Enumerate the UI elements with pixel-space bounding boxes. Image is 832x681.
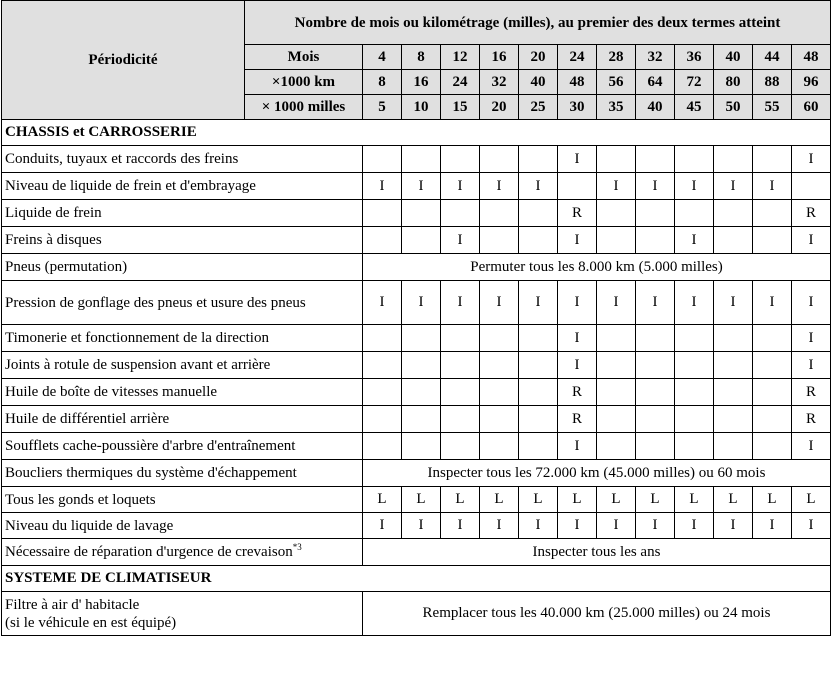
table-row [2,352,831,379]
interval-note: Inspecter tous les ans [363,539,831,566]
schedule-cell [714,433,753,460]
schedule-cell [753,379,792,406]
table-row [2,325,831,352]
miles-value: 45 [675,95,714,120]
schedule-cell: I [558,146,597,173]
schedule-cell [519,433,558,460]
row-label [2,352,363,379]
schedule-cell [519,227,558,254]
row-label-line2: (si le véhicule en est équipé) [5,614,177,631]
miles-value: 20 [480,95,519,120]
section-chassis-carrosserie: CHASSIS et CARROSSERIE [2,120,831,146]
schedule-cell: I [402,281,441,325]
schedule-cell: I [480,281,519,325]
schedule-cell [363,406,402,433]
schedule-cell [636,352,675,379]
km-value: 32 [480,70,519,95]
row-label [2,281,363,325]
schedule-cell: L [402,487,441,513]
interval-note: Remplacer tous les 40.000 km (25.000 milles) ou 24 mois [363,592,831,636]
schedule-cell [519,352,558,379]
schedule-cell [402,433,441,460]
table-row [2,254,831,281]
km-value: 40 [519,70,558,95]
mois-value: 8 [402,45,441,70]
row-label-text: Huile de boîte de vitesses manuelle [5,384,218,400]
row-label [2,460,363,487]
schedule-cell: I [558,325,597,352]
schedule-cell [714,200,753,227]
schedule-cell [441,352,480,379]
schedule-cell [480,406,519,433]
schedule-cell [402,325,441,352]
schedule-cell [675,433,714,460]
schedule-cell [558,173,597,200]
schedule-cell [792,173,831,200]
schedule-cell: I [441,513,480,539]
km-value: 80 [714,70,753,95]
schedule-cell [480,433,519,460]
schedule-cell: I [792,513,831,539]
row-label-text: Tous les gonds et loquets [5,491,156,508]
schedule-cell [675,352,714,379]
km-value: 96 [792,70,831,95]
row-label-text: Joints à rotule de suspension avant et arrière [5,357,271,373]
km-label: ×1000 km [245,70,363,95]
schedule-cell [519,200,558,227]
schedule-cell: I [558,513,597,539]
schedule-cell: L [597,487,636,513]
table-row [2,200,831,227]
miles-value: 15 [441,95,480,120]
schedule-cell: I [402,513,441,539]
mois-value: 32 [636,45,675,70]
schedule-cell [402,200,441,227]
miles-value: 25 [519,95,558,120]
table-row [2,460,831,487]
mois-value: 4 [363,45,402,70]
schedule-cell: I [558,433,597,460]
schedule-cell [636,433,675,460]
schedule-cell [363,352,402,379]
row-label [2,539,363,566]
schedule-cell: I [675,173,714,200]
schedule-cell [597,200,636,227]
table-row [2,146,831,173]
schedule-cell: R [558,379,597,406]
schedule-cell [363,325,402,352]
interval-note: Permuter tous les 8.000 km (5.000 milles) [363,254,831,281]
schedule-cell: R [558,200,597,227]
schedule-cell [597,352,636,379]
schedule-cell [519,146,558,173]
table-row [2,281,831,325]
miles-label: × 1000 milles [245,95,363,120]
schedule-cell: I [675,281,714,325]
schedule-cell [636,379,675,406]
schedule-cell [480,200,519,227]
schedule-cell: I [636,513,675,539]
schedule-cell [480,146,519,173]
schedule-cell: I [792,227,831,254]
schedule-cell: I [480,173,519,200]
schedule-cell [519,406,558,433]
schedule-cell: I [714,281,753,325]
schedule-cell [636,227,675,254]
schedule-cell [675,406,714,433]
km-value: 48 [558,70,597,95]
mois-value: 20 [519,45,558,70]
schedule-cell [675,200,714,227]
table-row [2,592,831,636]
row-label-text: Conduits, tuyaux et raccords des freins [5,151,239,167]
miles-value: 35 [597,95,636,120]
table-row [2,539,831,566]
table-row [2,433,831,460]
mois-value: 28 [597,45,636,70]
table-row [2,487,831,513]
km-value: 72 [675,70,714,95]
schedule-cell [636,406,675,433]
schedule-cell: L [675,487,714,513]
km-value: 8 [363,70,402,95]
schedule-cell: I [363,513,402,539]
mois-value: 24 [558,45,597,70]
schedule-cell [714,227,753,254]
schedule-cell: L [792,487,831,513]
schedule-cell: L [753,487,792,513]
schedule-cell: I [558,227,597,254]
schedule-cell: I [441,281,480,325]
schedule-cell [441,379,480,406]
schedule-cell: I [597,173,636,200]
schedule-cell [597,433,636,460]
schedule-title-header: Nombre de mois ou kilométrage (milles), au premier des deux termes atteint [245,1,831,45]
schedule-cell [636,325,675,352]
schedule-cell [441,325,480,352]
row-label-text: Niveau de liquide de frein et d'embrayage [5,178,256,194]
schedule-cell: I [792,281,831,325]
table-row [2,173,831,200]
schedule-cell [402,352,441,379]
schedule-cell [441,433,480,460]
schedule-cell: L [519,487,558,513]
schedule-cell [753,146,792,173]
miles-value: 55 [753,95,792,120]
km-value: 24 [441,70,480,95]
schedule-cell [636,146,675,173]
row-label [2,592,363,636]
schedule-cell: R [558,406,597,433]
miles-value: 10 [402,95,441,120]
interval-note: Inspecter tous les 72.000 km (45.000 milles) ou 60 mois [363,460,831,487]
mois-value: 12 [441,45,480,70]
schedule-cell [714,352,753,379]
schedule-cell: I [714,173,753,200]
row-label-text: Pression de gonflage des pneus et usure des pneus [5,294,306,311]
row-label [2,433,363,460]
schedule-cell: I [480,513,519,539]
section-systeme-climatiseur: SYSTEME DE CLIMATISEUR [2,566,831,592]
schedule-cell: L [441,487,480,513]
schedule-cell [363,200,402,227]
row-label-text: Boucliers thermiques du système d'échappement [5,465,297,481]
schedule-cell [441,200,480,227]
schedule-cell: R [792,406,831,433]
schedule-cell [402,379,441,406]
row-label [2,146,363,173]
schedule-cell [597,379,636,406]
schedule-cell [714,325,753,352]
schedule-cell [519,325,558,352]
schedule-cell [480,352,519,379]
schedule-cell [675,379,714,406]
schedule-cell [402,227,441,254]
schedule-cell: L [636,487,675,513]
schedule-cell: I [636,173,675,200]
schedule-cell: I [753,513,792,539]
miles-value: 5 [363,95,402,120]
schedule-cell [714,379,753,406]
mois-value: 48 [792,45,831,70]
schedule-cell [753,352,792,379]
schedule-cell [363,433,402,460]
schedule-cell [753,406,792,433]
schedule-cell: I [441,227,480,254]
km-value: 88 [753,70,792,95]
km-value: 56 [597,70,636,95]
schedule-cell: R [792,379,831,406]
row-label [2,487,363,513]
schedule-cell [480,227,519,254]
maintenance-schedule-table [1,0,831,636]
schedule-cell: I [519,173,558,200]
schedule-cell [441,146,480,173]
schedule-cell: I [558,281,597,325]
km-value: 16 [402,70,441,95]
schedule-cell: L [363,487,402,513]
miles-value: 50 [714,95,753,120]
row-label-text: Freins à disques [5,232,102,248]
schedule-cell: I [363,173,402,200]
schedule-cell [753,325,792,352]
schedule-cell: I [792,433,831,460]
miles-value: 30 [558,95,597,120]
row-label-text: Soufflets cache-poussière d'arbre d'entraînement [5,438,296,454]
row-label [2,325,363,352]
schedule-cell [402,406,441,433]
schedule-cell [480,325,519,352]
schedule-cell [363,227,402,254]
schedule-cell: I [792,325,831,352]
schedule-cell: I [675,227,714,254]
row-label [2,173,363,200]
miles-value: 60 [792,95,831,120]
schedule-cell [402,146,441,173]
schedule-cell [753,200,792,227]
table-row [2,513,831,539]
schedule-cell [675,325,714,352]
row-label-text: Timonerie et fonctionnement de la direction [5,330,269,346]
row-label [2,200,363,227]
row-label-text: Liquide de frein [5,205,102,221]
schedule-cell [597,325,636,352]
km-value: 64 [636,70,675,95]
row-label-line1: Filtre à air d' habitacle [5,596,140,613]
mois-value: 44 [753,45,792,70]
schedule-cell: I [753,173,792,200]
schedule-cell [441,406,480,433]
row-label [2,379,363,406]
schedule-cell: I [558,352,597,379]
schedule-cell: I [519,281,558,325]
schedule-cell [714,146,753,173]
schedule-cell: L [714,487,753,513]
schedule-cell: L [558,487,597,513]
table-row [2,379,831,406]
schedule-cell: L [480,487,519,513]
periodicite-header: Périodicité [2,1,245,120]
schedule-cell: I [753,281,792,325]
schedule-cell: I [363,281,402,325]
schedule-cell [597,227,636,254]
schedule-cell: R [792,200,831,227]
mois-value: 36 [675,45,714,70]
schedule-cell: I [519,513,558,539]
footnote-marker: *3 [292,542,302,552]
miles-value: 40 [636,95,675,120]
schedule-cell [519,379,558,406]
schedule-cell [597,146,636,173]
schedule-cell [363,379,402,406]
schedule-cell: I [402,173,441,200]
schedule-cell: I [792,146,831,173]
schedule-cell: I [714,513,753,539]
schedule-cell [480,379,519,406]
schedule-cell: I [597,281,636,325]
row-label [2,254,363,281]
schedule-cell [675,146,714,173]
schedule-cell [714,406,753,433]
row-label [2,406,363,433]
table-row [2,406,831,433]
schedule-cell: I [441,173,480,200]
table-row [2,227,831,254]
mois-value: 40 [714,45,753,70]
row-label [2,513,363,539]
schedule-cell: I [597,513,636,539]
schedule-cell [597,406,636,433]
schedule-cell: I [636,281,675,325]
row-label [2,227,363,254]
schedule-cell [753,227,792,254]
schedule-cell [363,146,402,173]
mois-value: 16 [480,45,519,70]
schedule-cell [753,433,792,460]
row-label-text: Niveau du liquide de lavage [5,517,174,534]
schedule-cell [636,200,675,227]
schedule-cell: I [792,352,831,379]
schedule-cell: I [675,513,714,539]
mois-label: Mois [245,45,363,70]
row-label-text: Huile de différentiel arrière [5,411,170,427]
row-label-text: Pneus (permutation) [5,259,128,275]
row-label-text: Nécessaire de réparation d'urgence de crevaison [5,544,293,560]
